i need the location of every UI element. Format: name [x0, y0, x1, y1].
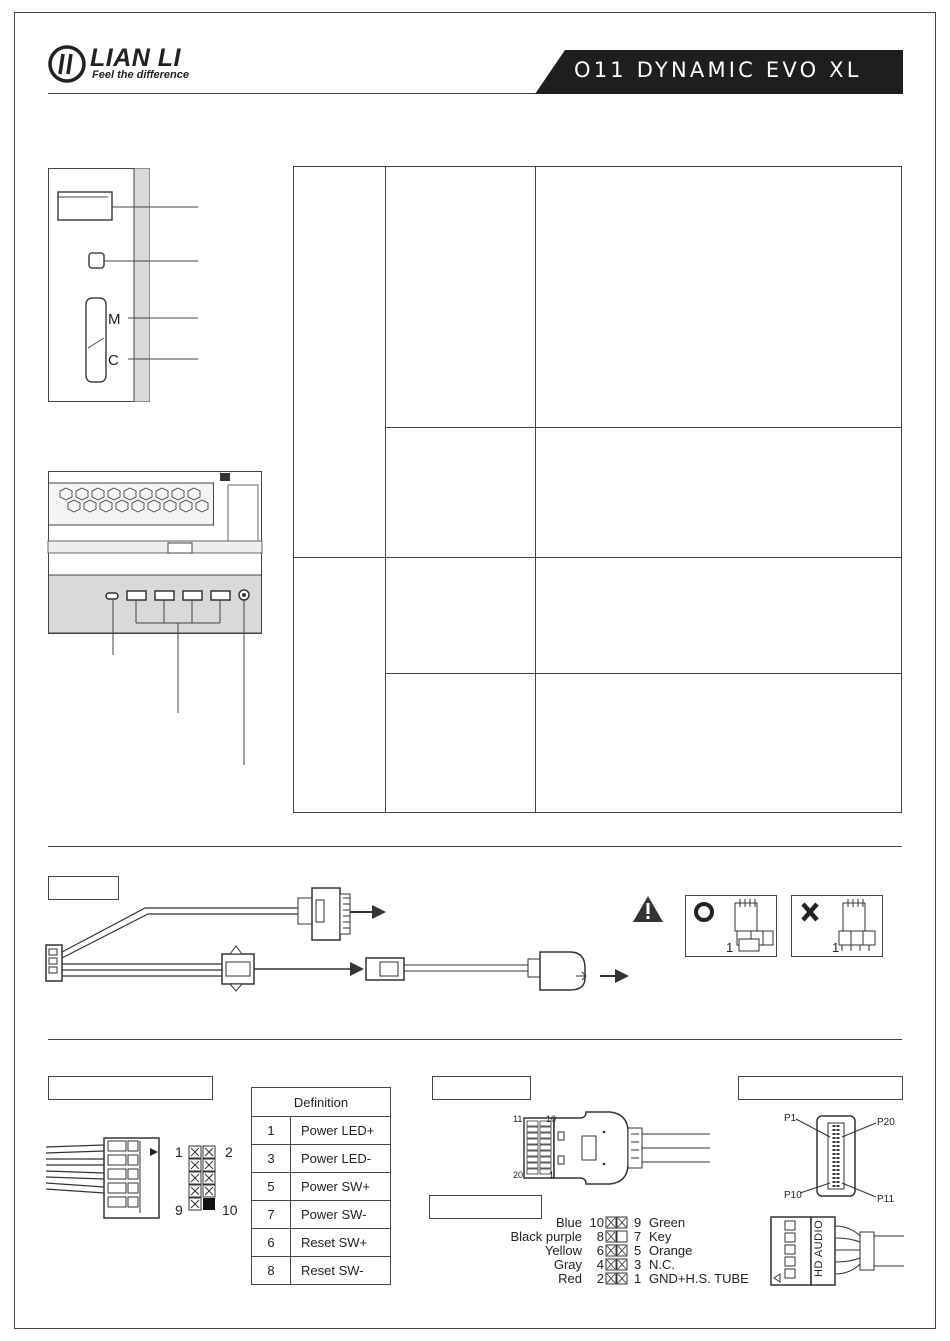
- wire-left-pin: 10: [589, 1215, 604, 1230]
- usb-header-label-box: [432, 1076, 531, 1100]
- wire-right-pin: 7: [634, 1229, 642, 1244]
- brand-name: LIAN LI: [90, 44, 181, 72]
- spec-row-split-3: [385, 673, 901, 674]
- spec-col-2: [535, 167, 536, 812]
- wire-left-label: Blue: [555, 1215, 582, 1230]
- table-row: 5 Power SW+: [252, 1173, 391, 1201]
- spec-col-1: [385, 167, 386, 812]
- color-button-letter: C: [108, 352, 119, 369]
- wire-left-label: Gray: [553, 1257, 582, 1272]
- usb-header-connector-figure: [510, 1112, 710, 1184]
- header-rule: [48, 93, 548, 94]
- section-rule-2: [48, 1039, 902, 1040]
- usb-wiring-pin-grid: [605, 1216, 629, 1286]
- wire-right-pin: 3: [634, 1257, 642, 1272]
- wire-left-label: Black purple: [510, 1229, 582, 1244]
- lian-li-logo-icon: [48, 45, 88, 85]
- wire-right-pin: 1: [634, 1271, 642, 1286]
- front-panel-leader-lines: [48, 168, 248, 402]
- mode-button-letter: M: [108, 311, 121, 328]
- pin-9-label: 9: [175, 1202, 183, 1218]
- wrong-pin-1-label: 1: [832, 940, 840, 955]
- pin-1-label: 1: [175, 1144, 183, 1160]
- usb-pin-10-label: 10: [546, 1114, 557, 1124]
- table-row: 7 Power SW-: [252, 1201, 391, 1229]
- front-io-pin-header: [188, 1145, 218, 1211]
- wire-left-pin: 8: [596, 1229, 604, 1244]
- wire-right-label: GND+H.S. TUBE: [649, 1271, 749, 1286]
- definition-header: Definition: [252, 1088, 391, 1117]
- wire-left-label: Yellow: [544, 1243, 582, 1258]
- cable-diagram: [40, 870, 680, 1005]
- hd-audio-label: HD AUDIO: [813, 1219, 825, 1277]
- definition-table: [251, 1087, 391, 1285]
- front-io-connector-figure: [46, 1133, 176, 1223]
- wire-left-label: Red: [558, 1271, 582, 1286]
- usb-pin-11-label: 11: [513, 1114, 523, 1124]
- wire-right-label: Orange: [649, 1243, 693, 1258]
- wire-left-pin: 2: [596, 1271, 604, 1286]
- front-io-label-box: [48, 1076, 213, 1100]
- hd-audio-connector-figure: [770, 1216, 910, 1286]
- table-row: 8 Reset SW-: [252, 1257, 391, 1285]
- brand-tagline: Feel the difference: [92, 69, 189, 81]
- spec-row-split-1: [385, 427, 901, 428]
- section-rule-1: [48, 846, 902, 847]
- wire-right-label: Green: [649, 1215, 686, 1230]
- wire-right-label: N.C.: [649, 1257, 675, 1272]
- wire-left-pin: 6: [596, 1243, 604, 1258]
- io-ports-leader-lines: [100, 600, 300, 760]
- model-name: O11 DYNAMIC EVO XL: [574, 58, 862, 82]
- hd-pin-p10-label: P10: [784, 1190, 802, 1201]
- hd-audio-label-box: [738, 1076, 903, 1100]
- usb-pin-1-label: 1: [549, 1170, 555, 1180]
- spec-table: [293, 166, 902, 813]
- usb-pin-20-label: 20: [513, 1170, 524, 1180]
- hd-pin-p1-label: P1: [784, 1113, 797, 1124]
- spec-row-split-2: [294, 557, 901, 558]
- wire-right-pin: 9: [634, 1215, 642, 1230]
- hd-pin-p20-label: P20: [877, 1117, 895, 1128]
- pin-2-label: 2: [225, 1144, 233, 1160]
- table-row: 6 Reset SW+: [252, 1229, 391, 1257]
- table-row: 1 Power LED+: [252, 1117, 391, 1145]
- wire-right-label: Key: [649, 1229, 672, 1244]
- table-row: 3 Power LED-: [252, 1145, 391, 1173]
- warning-icon: [632, 895, 664, 923]
- usb-wiring-list: [420, 1215, 770, 1287]
- hd-pin-p11-label: P11: [877, 1194, 895, 1205]
- brand-logo: [48, 43, 248, 87]
- wire-right-pin: 5: [634, 1243, 642, 1258]
- wire-left-pin: 4: [596, 1257, 604, 1272]
- pin-10-label: 10: [222, 1202, 238, 1218]
- correct-pin-1-label: 1: [726, 940, 734, 955]
